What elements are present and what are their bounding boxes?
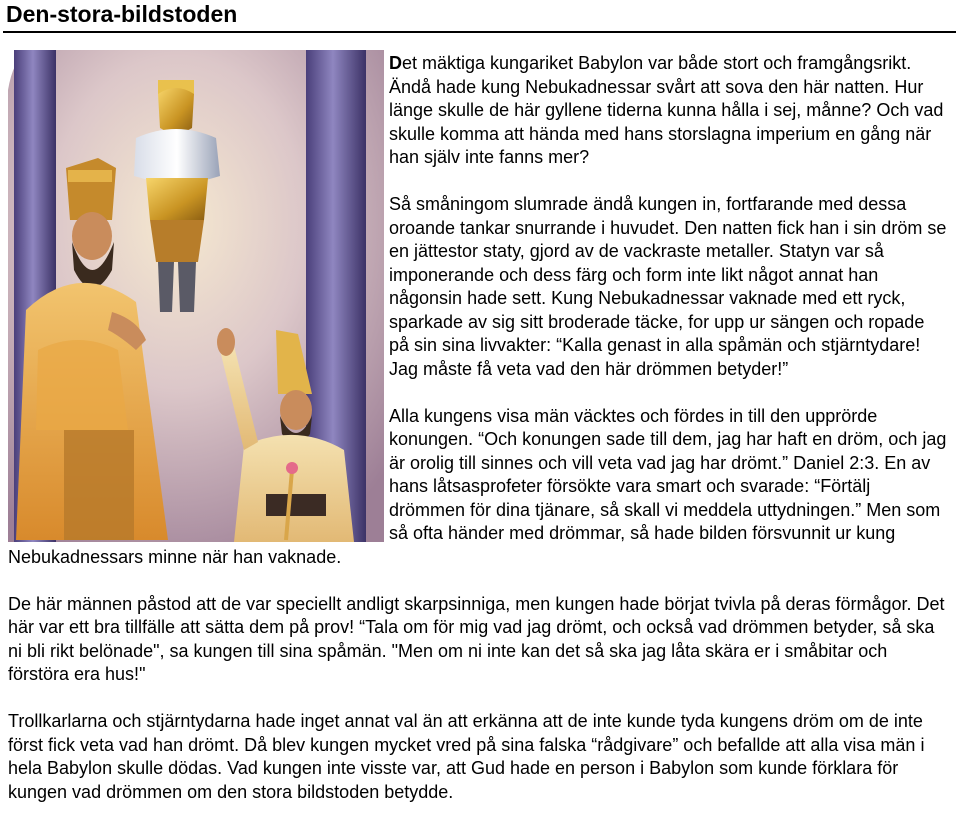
page-title: Den-stora-bildstoden: [6, 1, 238, 27]
first-letter: D: [389, 53, 402, 73]
illustration-wrap-space: [8, 52, 389, 540]
paragraph-1-text: et mäktiga kungariket Babylon var både stort och framgångsrikt. Ändå hade kung Nebukadnessar svårt att sova den här natten. Hur länge skulle de här gyllene tiderna kunna hålla i sej, månne? Och vad skulle komma att hända med hans storslagna imperium en gång när han själv inte fanns mer?: [389, 53, 944, 167]
paragraph-5: Trollkarlarna och stjärntydarna hade inget annat val än att erkänna att de inte kunde tyda kungens dröm om de inte först fick veta vad han drömt. Då blev kungen mycket vred på sina falska “rådgivare” och befallde att alla visa män i hela Babylon skulle dödas. Vad kungen inte visste var, att Gud hade en person i Babylon som kunde förklara för kungen vad drömmen om den stora bildstoden betydde.: [8, 711, 925, 802]
paragraph-3: Alla kungens visa män väcktes och fördes in till den upprörde konungen. “Och konungen sade till dem, jag har haft en dröm, och jag är orolig till sinnes och vill veta vad jag har drömt.” Daniel 2:3. En av hans låtsasprofeter försökte vara smart och svarade: “Förtälj drömmen för dina tjänare, så skall vi meddela uttydningen.” Men som så ofta händer med drömmar, så hade bilden försvunnit ur kung Nebukadnessars minne när han vaknade.: [8, 405, 947, 567]
paragraph-4: De här männen påstod att de var speciellt andligt skarpsinniga, men kungen hade börjat tvivla på deras förmågor. Det här var ett bra tillfälle att sätta dem på prov! “Tala om för mig vad jag drömt, och också vad drömmen betyder, så ska ni bli rikt belönade", sa kungen till sina spåmän. "Men om ni inte kan det så ska jag låta skära er i småbitar och förstöra era hus!": [8, 593, 945, 684]
article-body: [8, 52, 948, 828]
paragraph-2: Så småningom slumrade ändå kungen in, fortfarande med dessa oroande tankar snurrande i huvudet. Den natten fick han i sin dröm se en jättestor staty, gjord av de vackraste metaller. Statyn var så imponerande och dess färg och form inte likt något annat han någonsin hade sett. Kung Nebukadnessar vaknade med ett ryck, sparkade av sig sitt broderade täcke, for upp ur sängen och ropade på sin sina livvakter: “Kalla genast in alla spåmän och stjärntydare! Jag måste få veta vad den här drömmen betyder!”: [389, 194, 947, 379]
title-divider: [3, 31, 956, 33]
